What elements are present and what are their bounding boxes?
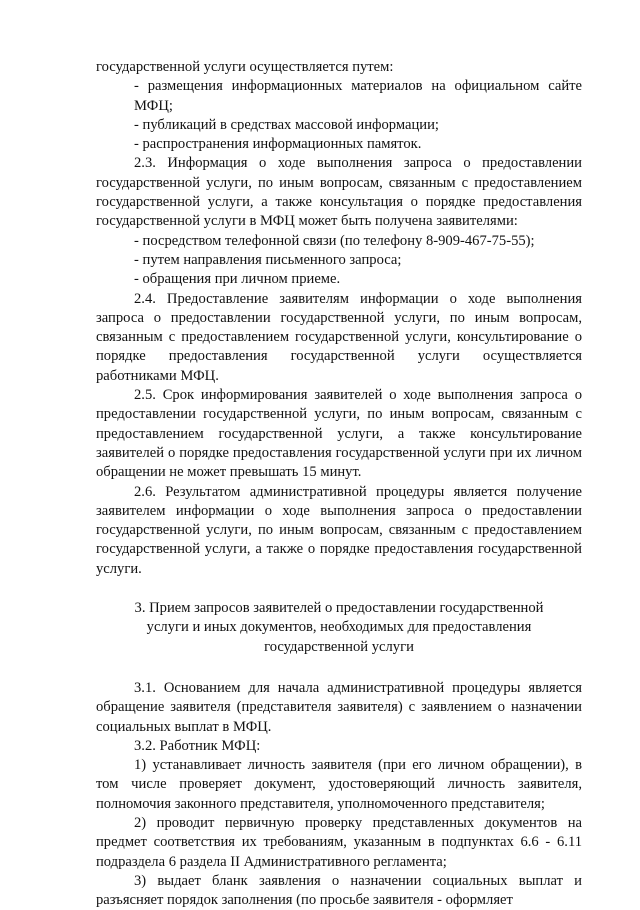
list-item: - публикаций в средствах массовой информации; bbox=[134, 116, 439, 133]
paragraph: 1) устанавливает личность заявителя (при его личном обращении), в том числе проверяет документ, удостоверяющий личность заявителя, полномочия законного представителя, уполномоченного представителя; bbox=[96, 757, 582, 812]
paragraph: 2.4. Предоставление заявителям информации о ходе выполнения запроса о предоставлении государственной услуги, по иным вопросам, связанным с предоставлением государственной услуги, консультирование о порядке предоставления государственной услуги осуществляется работниками МФЦ. bbox=[96, 290, 582, 384]
section-heading-line: услуги и иных документов, необходимых для предоставления bbox=[146, 619, 532, 636]
body-text-bottom bbox=[96, 679, 582, 910]
list-item: - обращения при личном приеме. bbox=[134, 271, 341, 288]
paragraph: государственной услуги осуществляется путем: bbox=[96, 59, 394, 75]
list-item: - распространения информационных памяток. bbox=[134, 136, 422, 153]
section-heading-line: государственной услуги bbox=[264, 638, 414, 655]
paragraph: 2.3. Информация о ходе выполнения запроса о предоставлении государственной услуги, по иным вопросам, связанным с предоставлением государственной услуги, а также консультация о порядке предоставления государственной услуги в МФЦ может быть получена заявителями: bbox=[96, 155, 582, 230]
paragraph: 2.6. Результатом административной процедуры является получение заявителем информации о ходе выполнения запроса о предоставлении государственной услуги, по иным вопросам, связанным с предоставлением государственной услуги, а также о порядке предоставления государственной услуги. bbox=[96, 483, 582, 577]
list-item: - посредством телефонной связи (по телефону 8-909-467-75-55); bbox=[134, 232, 535, 249]
paragraph: 3.2. Работник МФЦ: bbox=[134, 737, 261, 754]
body-text-top bbox=[96, 58, 582, 579]
section-heading-line: 3. Прием запросов заявителей о предоставлении государственной bbox=[134, 600, 544, 617]
list-item: - размещения информационных материалов на официальном сайте МФЦ; bbox=[134, 78, 582, 114]
paragraph: 3.1. Основанием для начала административной процедуры является обращение заявителя (представителя заявителя) с заявлением о назначении социальных выплат в МФЦ. bbox=[96, 679, 582, 735]
section-heading bbox=[96, 599, 582, 657]
list-item: - путем направления письменного запроса; bbox=[134, 251, 402, 268]
paragraph: 3) выдает бланк заявления о назначении социальных выплат и разъясняет порядок заполнения (по просьбе заявителя - оформляет bbox=[96, 872, 582, 909]
paragraph: 2.5. Срок информирования заявителей о ходе выполнения запроса о предоставлении государственной услуги, по иным вопросам, связанным с предоставлением государственной услуги, а также консультирование заявителей о порядке предоставления государственной услуги при их личном обращении не может превышать 15 минут. bbox=[96, 387, 582, 481]
paragraph: 2) проводит первичную проверку представленных документов на предмет соответствия их требованиям, указанным в подпунктах 6.6 - 6.11 подраздела 6 раздела II Административного регламента; bbox=[96, 814, 582, 870]
